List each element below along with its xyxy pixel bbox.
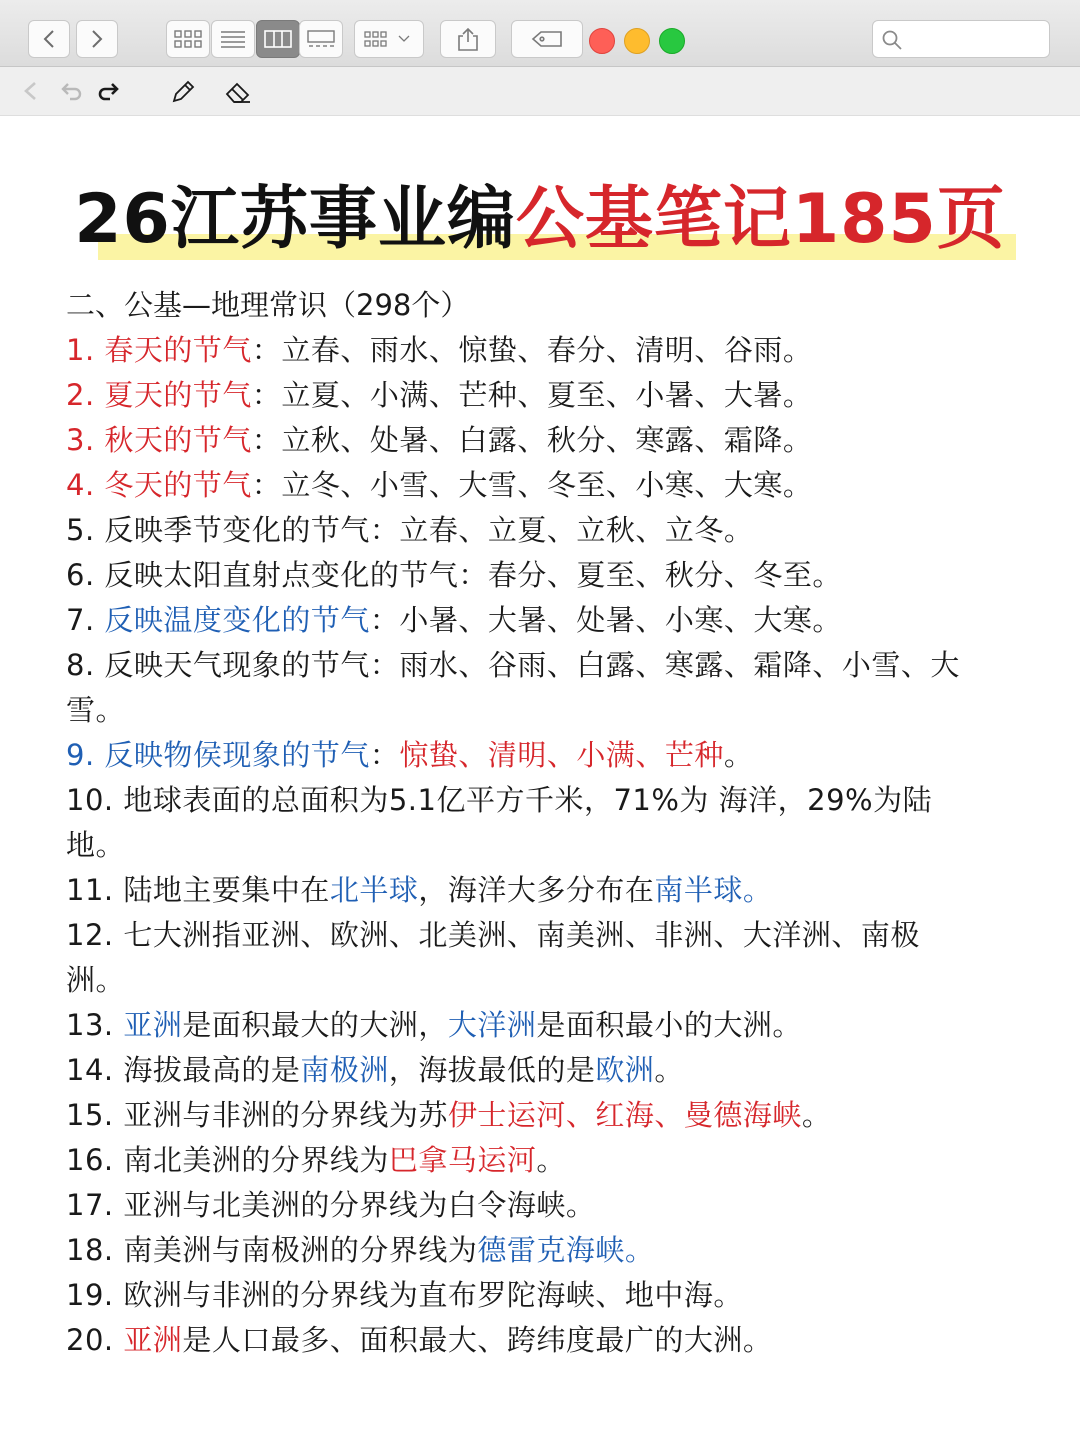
note-text-segment: 德雷克海峡。 bbox=[477, 1233, 655, 1267]
group-dropdown-icon bbox=[363, 30, 415, 48]
note-line bbox=[66, 733, 1026, 778]
note-title-area bbox=[0, 178, 1080, 262]
note-text-segment: ：立秋、处暑、白露、秋分、寒露、霜降。 bbox=[251, 423, 813, 457]
note-text-segment: 18. 南美洲与南极洲的分界线为 bbox=[66, 1233, 478, 1267]
note-text-segment: 南半球。 bbox=[654, 873, 773, 907]
note-text-segment: 3. 秋天的节气 bbox=[66, 423, 252, 457]
note-text-segment: 17. 亚洲与北美洲的分界线为白令海峡。 bbox=[66, 1188, 596, 1222]
note-line bbox=[66, 913, 1026, 958]
note-text-segment: 9. 反映物侯现象的节气 bbox=[66, 738, 370, 772]
note-text-segment: 1. 春天的节气 bbox=[66, 333, 252, 367]
note-text-segment: 7. bbox=[66, 603, 105, 637]
note-line bbox=[66, 778, 1026, 823]
note-text-segment: 4. 冬天的节气 bbox=[66, 468, 252, 502]
note-text-segment: 是面积最大的大洲， bbox=[182, 1008, 448, 1042]
note-line bbox=[66, 1228, 1026, 1273]
list-view-button[interactable] bbox=[211, 20, 255, 58]
search-input[interactable] bbox=[872, 20, 1050, 58]
window-toolbar bbox=[0, 0, 1080, 67]
note-text-segment: 14. 海拔最高的是 bbox=[66, 1053, 301, 1087]
note-text-segment: 2. 夏天的节气 bbox=[66, 378, 252, 412]
note-text-segment: 欧洲 bbox=[595, 1053, 655, 1087]
search-icon bbox=[881, 29, 903, 51]
back-icon[interactable] bbox=[22, 79, 38, 103]
chevron-right-icon bbox=[90, 29, 104, 49]
note-text-segment: ：立春、雨水、惊蛰、春分、清明、谷雨。 bbox=[251, 333, 813, 367]
note-line bbox=[66, 1003, 1026, 1048]
note-line bbox=[66, 373, 1026, 418]
note-text-segment: 大洋洲 bbox=[447, 1008, 537, 1042]
note-line bbox=[66, 328, 1026, 373]
note-line bbox=[66, 868, 1026, 913]
note-line bbox=[66, 1273, 1026, 1318]
note-line bbox=[66, 823, 1026, 868]
note-text-segment: 亚洲 bbox=[123, 1008, 183, 1042]
undo-icon[interactable] bbox=[60, 79, 84, 103]
note-line bbox=[66, 1093, 1026, 1138]
note-text-segment: 伊士运河、红海、曼德海峡 bbox=[447, 1098, 802, 1132]
note-text-segment: 15. 亚洲与非洲的分界线为苏 bbox=[66, 1098, 448, 1132]
group-dropdown-button[interactable] bbox=[354, 20, 424, 58]
note-line bbox=[66, 1138, 1026, 1183]
back-button[interactable] bbox=[28, 20, 70, 58]
note-text-segment: 5. 反映季节变化的节气：立春、立夏、立秋、立冬。 bbox=[66, 513, 754, 547]
note-text-segment: 。 bbox=[723, 738, 754, 772]
tag-icon bbox=[531, 30, 563, 48]
note-line bbox=[66, 508, 1026, 553]
note-text-segment: ，海拔最低的是 bbox=[388, 1053, 596, 1087]
note-text-segment: ：小暑、大暑、处暑、小寒、大寒。 bbox=[369, 603, 842, 637]
note-line bbox=[66, 463, 1026, 508]
note-text-segment: ：立冬、小雪、大雪、冬至、小寒、大寒。 bbox=[251, 468, 813, 502]
title-part-black: 26江苏事业编 bbox=[74, 180, 516, 259]
note-text-segment: 惊蛰、清明、小满、芒种 bbox=[399, 738, 724, 772]
eraser-icon[interactable] bbox=[224, 79, 252, 105]
forward-button[interactable] bbox=[76, 20, 118, 58]
note-text-segment: 北半球 bbox=[329, 873, 419, 907]
note-line bbox=[66, 958, 1026, 1003]
note-line bbox=[66, 1048, 1026, 1093]
note-text-segment: 雪。 bbox=[66, 693, 126, 727]
note-text-segment: 巴拿马运河 bbox=[388, 1143, 537, 1177]
share-icon bbox=[457, 27, 479, 51]
note-text-segment: 。 bbox=[801, 1098, 832, 1132]
note-text-segment: ，海洋大多分布在 bbox=[418, 873, 655, 907]
gallery-view-button[interactable] bbox=[299, 20, 343, 58]
list-view-icon bbox=[220, 30, 246, 48]
note-line bbox=[66, 688, 1026, 733]
note-text-segment: 12. 七大洲指亚洲、欧洲、北美洲、南美洲、非洲、大洋洲、南极 bbox=[66, 918, 920, 952]
note-body bbox=[66, 328, 1026, 1363]
tag-button[interactable] bbox=[511, 20, 583, 58]
note-line bbox=[66, 643, 1026, 688]
redo-icon[interactable] bbox=[96, 79, 120, 103]
note-text-segment: 地。 bbox=[66, 828, 126, 862]
note-text-segment: 。 bbox=[536, 1143, 566, 1177]
grid-view-icon bbox=[174, 30, 202, 48]
note-line bbox=[66, 553, 1026, 598]
edit-toolbar bbox=[0, 67, 1080, 116]
column-view-button[interactable] bbox=[256, 20, 300, 58]
close-window-button[interactable] bbox=[589, 28, 615, 54]
note-text-segment: 10. 地球表面的总面积为5.1亿平方千米，71%为 海洋，29%为陆 bbox=[66, 783, 933, 817]
note-text-segment: 。 bbox=[654, 1053, 684, 1087]
note-text-segment: 19. 欧洲与非洲的分界线为直布罗陀海峡、地中海。 bbox=[66, 1278, 743, 1312]
column-view-icon bbox=[264, 30, 292, 48]
note-text-segment: 反映温度变化的节气 bbox=[104, 603, 370, 637]
grid-view-button[interactable] bbox=[166, 20, 210, 58]
note-line bbox=[66, 598, 1026, 643]
gallery-view-icon bbox=[307, 30, 335, 48]
note-line bbox=[66, 1318, 1026, 1363]
note-text-segment: ： bbox=[369, 738, 400, 772]
note-line bbox=[66, 1183, 1026, 1228]
note-text-segment: 亚洲 bbox=[123, 1323, 183, 1357]
note-text-segment: 南极洲 bbox=[300, 1053, 389, 1087]
title-part-red: 公基笔记185页 bbox=[515, 180, 1006, 259]
note-text-segment: 是面积最小的大洲。 bbox=[536, 1008, 802, 1042]
note-text-segment: 11. 陆地主要集中在 bbox=[66, 873, 330, 907]
note-text-segment: ：立夏、小满、芒种、夏至、小暑、大暑。 bbox=[251, 378, 813, 412]
pencil-icon[interactable] bbox=[170, 79, 196, 105]
share-button[interactable] bbox=[440, 20, 496, 58]
note-text-segment: 6. 反映太阳直射点变化的节气：春分、夏至、秋分、冬至。 bbox=[66, 558, 842, 592]
minimize-window-button[interactable] bbox=[624, 28, 650, 54]
note-text-segment: 洲。 bbox=[66, 963, 126, 997]
note-text-segment: 16. 南北美洲的分界线为 bbox=[66, 1143, 389, 1177]
note-title bbox=[74, 178, 1006, 262]
note-text-segment: 20. bbox=[66, 1323, 124, 1357]
note-text-segment: 13. bbox=[66, 1008, 124, 1042]
note-text-segment: 8. 反映天气现象的节气：雨水、谷雨、白露、寒露、霜降、小雪、大 bbox=[66, 648, 960, 682]
note-line bbox=[66, 418, 1026, 463]
chevron-left-icon bbox=[42, 29, 56, 49]
note-text-segment: 是人口最多、面积最大、跨纬度最广的大洲。 bbox=[182, 1323, 773, 1357]
section-heading: 二、公基—地理常识（298个） bbox=[66, 288, 470, 322]
zoom-window-button[interactable] bbox=[659, 28, 685, 54]
